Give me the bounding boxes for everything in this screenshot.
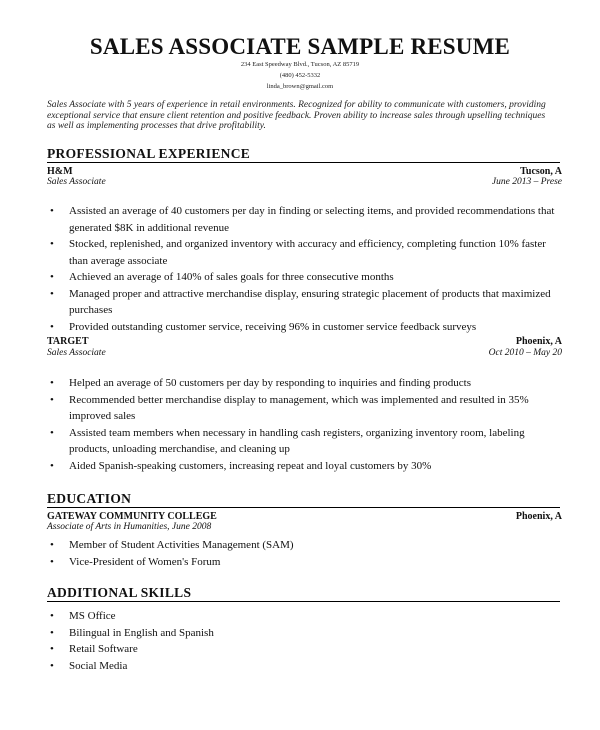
contact-phone: (480) 452-5332 [279, 72, 321, 79]
section-divider [47, 507, 560, 508]
bullet-icon: • [50, 287, 54, 300]
section-divider [47, 162, 560, 163]
list-item: • Aided Spanish-speaking customers, increasing repeat and loyal customers by 30% [47, 458, 562, 475]
bullet-icon: • [50, 555, 54, 568]
school-location: Phoenix, A [515, 511, 562, 522]
school-name: GATEWAY COMMUNITY COLLEGE [47, 511, 217, 522]
bullet-icon: • [50, 659, 54, 672]
list-item: • Achieved an average of 140% of sales goals for three consecutive months [47, 269, 562, 286]
contact-email: linda_brown@gmail.com [266, 83, 334, 90]
list-item: • MS Office [47, 608, 562, 625]
bullet-icon: • [50, 271, 54, 283]
section-divider [47, 601, 560, 602]
list-item: • Helped an average of 50 customers per day by responding to inquiries and finding products [47, 375, 562, 392]
education-bullet-list [47, 537, 562, 570]
job-bullet-list [47, 375, 562, 474]
list-item: • Provided outstanding customer service, receiving 96% in customer service feedback surveys [47, 319, 562, 336]
job-bullet-list [47, 203, 562, 335]
job-location: Tucson, A [520, 166, 562, 177]
resume-title: SALES ASSOCIATE SAMPLE RESUME [89, 34, 511, 59]
degree: Associate of Arts in Humanities, June 2008 [47, 522, 212, 532]
list-item: • Managed proper and attractive merchandise display, ensuring strategic placement of products that maximized purchases [50, 287, 551, 316]
skills-bullet-list [47, 608, 562, 674]
experience-heading: PROFESSIONAL EXPERIENCE [47, 146, 251, 161]
list-item: • Assisted team members when necessary in handling cash registers, organizing inventory room, labeling products, unloading merchandise, and cleaning up [50, 426, 525, 455]
list-item: • Vice-President of Women's Forum [47, 554, 562, 571]
bullet-icon: • [50, 459, 54, 472]
job-company: TARGET [47, 336, 89, 347]
job-role: Sales Associate [47, 177, 106, 187]
bullet-icon: • [50, 377, 54, 389]
list-item: • Member of Student Activities Management (SAM) [47, 537, 562, 554]
list-item: • Retail Software [47, 641, 562, 658]
job-role: Sales Associate [47, 348, 106, 358]
list-item: • Recommended better merchandise display to management, which was implemented and resulted in 35% improved sales [50, 393, 529, 422]
bullet-icon: • [50, 643, 54, 655]
list-item: • Social Media [47, 658, 562, 675]
job-location: Phoenix, A [515, 336, 562, 347]
bullet-icon: • [50, 610, 54, 622]
job-dates: Oct 2010 – May 20 [488, 348, 562, 358]
list-item: • Assisted an average of 40 customers per day in finding or selecting items, and provided recommendations that generated $8K in additional revenue [50, 205, 555, 234]
job-dates: June 2013 – Prese [491, 177, 562, 187]
list-item: • Bilingual in English and Spanish [47, 625, 562, 642]
bullet-icon: • [50, 238, 54, 250]
job-company: H&M [47, 166, 73, 177]
bullet-icon: • [50, 393, 54, 406]
professional-summary: Sales Associate with 5 years of experience in retail environments. Recognized for ability to communicate with customers, providing exceptional service that ensure client retention and positive feedback. Proven ability to increase sales through upselling techniques as well as implementing processes that drive profitability. [47, 100, 546, 131]
bullet-icon: • [50, 205, 54, 217]
contact-address: 234 East Speedway Blvd., Tucson, AZ 85719 [240, 61, 360, 68]
bullet-icon: • [50, 626, 54, 639]
bullet-icon: • [50, 539, 54, 551]
list-item: • Stocked, replenished, and organized inventory with accuracy and efficiency, completing function 10% faster than average associate [50, 238, 546, 267]
education-heading: EDUCATION [47, 491, 132, 506]
bullet-icon: • [50, 426, 54, 439]
bullet-icon: • [50, 320, 54, 333]
skills-heading: ADDITIONAL SKILLS [47, 585, 192, 600]
